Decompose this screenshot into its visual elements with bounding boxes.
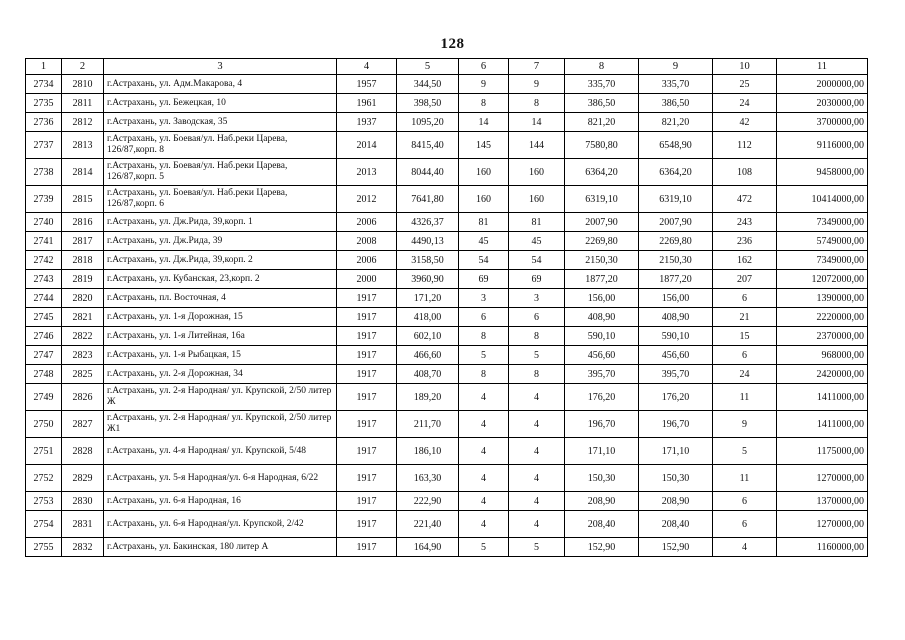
year-cell: 1917 [337,438,397,465]
row-number-cell: 2745 [26,308,62,327]
amount-cell: 2000000,00 [777,75,868,94]
row-number-cell: 2747 [26,346,62,365]
col6-cell: 9 [459,75,509,94]
col9-cell: 6548,90 [639,132,713,159]
record-id-cell: 2817 [62,232,104,251]
table-row [26,159,868,186]
col6-cell: 160 [459,159,509,186]
column-header: 11 [777,59,868,75]
col6-cell: 54 [459,251,509,270]
year-cell: 2008 [337,232,397,251]
amount-cell: 3700000,00 [777,113,868,132]
row-number-cell: 2742 [26,251,62,270]
address-cell: г.Астрахань, ул. Кубанская, 23,корп. 2 [104,270,337,289]
col6-cell: 160 [459,186,509,213]
row-number-cell: 2736 [26,113,62,132]
total-area-cell: 3158,50 [397,251,459,270]
total-area-cell: 8044,40 [397,159,459,186]
year-cell: 1917 [337,538,397,557]
row-number-cell: 2748 [26,365,62,384]
col10-cell: 243 [713,213,777,232]
col10-cell: 6 [713,511,777,538]
row-number-cell: 2752 [26,465,62,492]
column-header: 2 [62,59,104,75]
col9-cell: 335,70 [639,75,713,94]
col6-cell: 5 [459,538,509,557]
table-row [26,75,868,94]
table-row [26,232,868,251]
col6-cell: 8 [459,327,509,346]
col10-cell: 6 [713,492,777,511]
row-number-cell: 2746 [26,327,62,346]
table-row [26,492,868,511]
address-cell: г.Астрахань, ул. Боевая/ул. Наб.реки Царева, 126/87,корп. 8 [104,132,337,159]
row-number-cell: 2753 [26,492,62,511]
col9-cell: 2269,80 [639,232,713,251]
amount-cell: 1270000,00 [777,511,868,538]
amount-cell: 1160000,00 [777,538,868,557]
address-cell: г.Астрахань, ул. Дж.Рида, 39 [104,232,337,251]
col10-cell: 11 [713,465,777,492]
row-number-cell: 2749 [26,384,62,411]
row-number-cell: 2739 [26,186,62,213]
col10-cell: 42 [713,113,777,132]
col9-cell: 6319,10 [639,186,713,213]
year-cell: 2014 [337,132,397,159]
col9-cell: 156,00 [639,289,713,308]
table-row [26,411,868,438]
year-cell: 2006 [337,213,397,232]
amount-cell: 12072000,00 [777,270,868,289]
col10-cell: 9 [713,411,777,438]
col8-cell: 335,70 [565,75,639,94]
col10-cell: 162 [713,251,777,270]
address-cell: г.Астрахань, ул. Боевая/ул. Наб.реки Царева, 126/87,корп. 6 [104,186,337,213]
year-cell: 1917 [337,511,397,538]
column-header: 4 [337,59,397,75]
record-id-cell: 2825 [62,365,104,384]
table-row [26,186,868,213]
col9-cell: 590,10 [639,327,713,346]
year-cell: 1917 [337,492,397,511]
col7-cell: 45 [509,232,565,251]
column-header: 10 [713,59,777,75]
col7-cell: 69 [509,270,565,289]
record-id-cell: 2823 [62,346,104,365]
address-cell: г.Астрахань, ул. 2-я Народная/ ул. Крупской, 2/50 литер Ж1 [104,411,337,438]
column-header: 5 [397,59,459,75]
address-cell: г.Астрахань, ул. 4-я Народная/ ул. Крупской, 5/48 [104,438,337,465]
col7-cell: 144 [509,132,565,159]
col9-cell: 208,40 [639,511,713,538]
column-header: 3 [104,59,337,75]
col7-cell: 160 [509,186,565,213]
record-id-cell: 2830 [62,492,104,511]
address-cell: г.Астрахань, ул. 2-я Народная/ ул. Крупской, 2/50 литер Ж [104,384,337,411]
amount-cell: 1370000,00 [777,492,868,511]
col10-cell: 5 [713,438,777,465]
amount-cell: 1411000,00 [777,411,868,438]
total-area-cell: 163,30 [397,465,459,492]
col7-cell: 8 [509,327,565,346]
year-cell: 1917 [337,465,397,492]
col8-cell: 156,00 [565,289,639,308]
table-row [26,438,868,465]
address-cell: г.Астрахань, ул. 5-я Народная/ул. 6-я Народная, 6/22 [104,465,337,492]
col8-cell: 171,10 [565,438,639,465]
year-cell: 2006 [337,251,397,270]
col10-cell: 207 [713,270,777,289]
row-number-cell: 2754 [26,511,62,538]
col7-cell: 14 [509,113,565,132]
total-area-cell: 602,10 [397,327,459,346]
total-area-cell: 408,70 [397,365,459,384]
total-area-cell: 398,50 [397,94,459,113]
col8-cell: 150,30 [565,465,639,492]
row-number-cell: 2735 [26,94,62,113]
col8-cell: 196,70 [565,411,639,438]
total-area-cell: 8415,40 [397,132,459,159]
col9-cell: 6364,20 [639,159,713,186]
record-id-cell: 2812 [62,113,104,132]
year-cell: 2013 [337,159,397,186]
col9-cell: 395,70 [639,365,713,384]
col8-cell: 395,70 [565,365,639,384]
col8-cell: 1877,20 [565,270,639,289]
col7-cell: 54 [509,251,565,270]
total-area-cell: 3960,90 [397,270,459,289]
row-number-cell: 2744 [26,289,62,308]
record-id-cell: 2827 [62,411,104,438]
amount-cell: 1270000,00 [777,465,868,492]
col6-cell: 8 [459,365,509,384]
col10-cell: 236 [713,232,777,251]
year-cell: 1917 [337,346,397,365]
col8-cell: 2150,30 [565,251,639,270]
year-cell: 1917 [337,384,397,411]
table-row [26,213,868,232]
housing-registry-table [25,58,868,557]
total-area-cell: 1095,20 [397,113,459,132]
address-cell: г.Астрахань, ул. 6-я Народная, 16 [104,492,337,511]
table-row [26,346,868,365]
record-id-cell: 2813 [62,132,104,159]
year-cell: 1917 [337,327,397,346]
col9-cell: 152,90 [639,538,713,557]
col7-cell: 5 [509,346,565,365]
col6-cell: 81 [459,213,509,232]
table-row [26,251,868,270]
column-header-row [26,59,868,75]
col8-cell: 176,20 [565,384,639,411]
col7-cell: 4 [509,438,565,465]
col9-cell: 2150,30 [639,251,713,270]
col8-cell: 408,90 [565,308,639,327]
address-cell: г.Астрахань, ул. Дж.Рида, 39,корп. 2 [104,251,337,270]
amount-cell: 1175000,00 [777,438,868,465]
record-id-cell: 2820 [62,289,104,308]
year-cell: 1917 [337,308,397,327]
year-cell: 1961 [337,94,397,113]
col8-cell: 152,90 [565,538,639,557]
col7-cell: 4 [509,492,565,511]
total-area-cell: 344,50 [397,75,459,94]
table-row [26,465,868,492]
col6-cell: 69 [459,270,509,289]
address-cell: г.Астрахань, ул. Дж.Рида, 39,корп. 1 [104,213,337,232]
col10-cell: 112 [713,132,777,159]
col10-cell: 472 [713,186,777,213]
col7-cell: 81 [509,213,565,232]
col8-cell: 386,50 [565,94,639,113]
table-row [26,308,868,327]
col6-cell: 4 [459,511,509,538]
column-header: 7 [509,59,565,75]
record-id-cell: 2829 [62,465,104,492]
year-cell: 2012 [337,186,397,213]
col7-cell: 9 [509,75,565,94]
record-id-cell: 2811 [62,94,104,113]
total-area-cell: 164,90 [397,538,459,557]
record-id-cell: 2828 [62,438,104,465]
year-cell: 1957 [337,75,397,94]
address-cell: г.Астрахань, ул. Заводская, 35 [104,113,337,132]
total-area-cell: 189,20 [397,384,459,411]
col10-cell: 24 [713,365,777,384]
col9-cell: 408,90 [639,308,713,327]
row-number-cell: 2750 [26,411,62,438]
total-area-cell: 466,60 [397,346,459,365]
col6-cell: 4 [459,465,509,492]
amount-cell: 2370000,00 [777,327,868,346]
amount-cell: 7349000,00 [777,251,868,270]
table-row [26,289,868,308]
col8-cell: 590,10 [565,327,639,346]
col8-cell: 6364,20 [565,159,639,186]
col8-cell: 208,40 [565,511,639,538]
column-header: 1 [26,59,62,75]
row-number-cell: 2755 [26,538,62,557]
col6-cell: 45 [459,232,509,251]
col9-cell: 1877,20 [639,270,713,289]
table-row [26,327,868,346]
row-number-cell: 2751 [26,438,62,465]
col9-cell: 176,20 [639,384,713,411]
address-cell: г.Астрахань, ул. 6-я Народная/ул. Крупской, 2/42 [104,511,337,538]
row-number-cell: 2738 [26,159,62,186]
col10-cell: 24 [713,94,777,113]
total-area-cell: 4326,37 [397,213,459,232]
col10-cell: 6 [713,289,777,308]
col8-cell: 2269,80 [565,232,639,251]
col7-cell: 160 [509,159,565,186]
address-cell: г.Астрахань, ул. Адм.Макарова, 4 [104,75,337,94]
total-area-cell: 7641,80 [397,186,459,213]
total-area-cell: 4490,13 [397,232,459,251]
row-number-cell: 2737 [26,132,62,159]
col10-cell: 11 [713,384,777,411]
address-cell: г.Астрахань, ул. 2-я Дорожная, 34 [104,365,337,384]
row-number-cell: 2740 [26,213,62,232]
table-row [26,384,868,411]
year-cell: 1917 [337,411,397,438]
total-area-cell: 418,00 [397,308,459,327]
table-row [26,538,868,557]
year-cell: 1937 [337,113,397,132]
total-area-cell: 186,10 [397,438,459,465]
col6-cell: 4 [459,411,509,438]
col7-cell: 4 [509,511,565,538]
address-cell: г.Астрахань, ул. 1-я Литейная, 16а [104,327,337,346]
col7-cell: 4 [509,411,565,438]
col9-cell: 821,20 [639,113,713,132]
record-id-cell: 2822 [62,327,104,346]
table-row [26,113,868,132]
col9-cell: 456,60 [639,346,713,365]
col8-cell: 7580,80 [565,132,639,159]
record-id-cell: 2815 [62,186,104,213]
record-id-cell: 2819 [62,270,104,289]
record-id-cell: 2816 [62,213,104,232]
col8-cell: 208,90 [565,492,639,511]
address-cell: г.Астрахань, ул. Боевая/ул. Наб.реки Царева, 126/87,корп. 5 [104,159,337,186]
amount-cell: 1411000,00 [777,384,868,411]
col10-cell: 25 [713,75,777,94]
record-id-cell: 2826 [62,384,104,411]
col9-cell: 171,10 [639,438,713,465]
year-cell: 1917 [337,365,397,384]
col6-cell: 6 [459,308,509,327]
col6-cell: 4 [459,492,509,511]
col7-cell: 8 [509,94,565,113]
address-cell: г.Астрахань, ул. 1-я Рыбацкая, 15 [104,346,337,365]
total-area-cell: 171,20 [397,289,459,308]
col8-cell: 6319,10 [565,186,639,213]
col7-cell: 3 [509,289,565,308]
col9-cell: 386,50 [639,94,713,113]
col6-cell: 145 [459,132,509,159]
year-cell: 2000 [337,270,397,289]
amount-cell: 7349000,00 [777,213,868,232]
page-number: 128 [440,36,465,52]
address-cell: г.Астрахань, ул. 1-я Дорожная, 15 [104,308,337,327]
address-cell: г.Астрахань, пл. Восточная, 4 [104,289,337,308]
amount-cell: 2030000,00 [777,94,868,113]
table-row [26,511,868,538]
row-number-cell: 2743 [26,270,62,289]
col6-cell: 4 [459,384,509,411]
record-id-cell: 2831 [62,511,104,538]
col6-cell: 3 [459,289,509,308]
amount-cell: 9458000,00 [777,159,868,186]
amount-cell: 1390000,00 [777,289,868,308]
amount-cell: 2220000,00 [777,308,868,327]
row-number-cell: 2734 [26,75,62,94]
col10-cell: 4 [713,538,777,557]
col7-cell: 6 [509,308,565,327]
total-area-cell: 222,90 [397,492,459,511]
col10-cell: 108 [713,159,777,186]
amount-cell: 9116000,00 [777,132,868,159]
col6-cell: 4 [459,438,509,465]
address-cell: г.Астрахань, ул. Бакинская, 180 литер А [104,538,337,557]
amount-cell: 10414000,00 [777,186,868,213]
record-id-cell: 2821 [62,308,104,327]
col9-cell: 208,90 [639,492,713,511]
record-id-cell: 2818 [62,251,104,270]
col10-cell: 15 [713,327,777,346]
total-area-cell: 211,70 [397,411,459,438]
record-id-cell: 2832 [62,538,104,557]
year-cell: 1917 [337,289,397,308]
record-id-cell: 2814 [62,159,104,186]
col7-cell: 4 [509,465,565,492]
col8-cell: 456,60 [565,346,639,365]
col6-cell: 8 [459,94,509,113]
table-row [26,365,868,384]
col9-cell: 150,30 [639,465,713,492]
column-header: 6 [459,59,509,75]
col8-cell: 821,20 [565,113,639,132]
col7-cell: 8 [509,365,565,384]
amount-cell: 2420000,00 [777,365,868,384]
table-row [26,132,868,159]
col9-cell: 2007,90 [639,213,713,232]
amount-cell: 968000,00 [777,346,868,365]
record-id-cell: 2810 [62,75,104,94]
row-number-cell: 2741 [26,232,62,251]
table-row [26,94,868,113]
col6-cell: 5 [459,346,509,365]
col8-cell: 2007,90 [565,213,639,232]
total-area-cell: 221,40 [397,511,459,538]
col10-cell: 21 [713,308,777,327]
col10-cell: 6 [713,346,777,365]
address-cell: г.Астрахань, ул. Бежецкая, 10 [104,94,337,113]
col6-cell: 14 [459,113,509,132]
table-row [26,270,868,289]
col7-cell: 4 [509,384,565,411]
col7-cell: 5 [509,538,565,557]
amount-cell: 5749000,00 [777,232,868,251]
col9-cell: 196,70 [639,411,713,438]
column-header: 8 [565,59,639,75]
column-header: 9 [639,59,713,75]
